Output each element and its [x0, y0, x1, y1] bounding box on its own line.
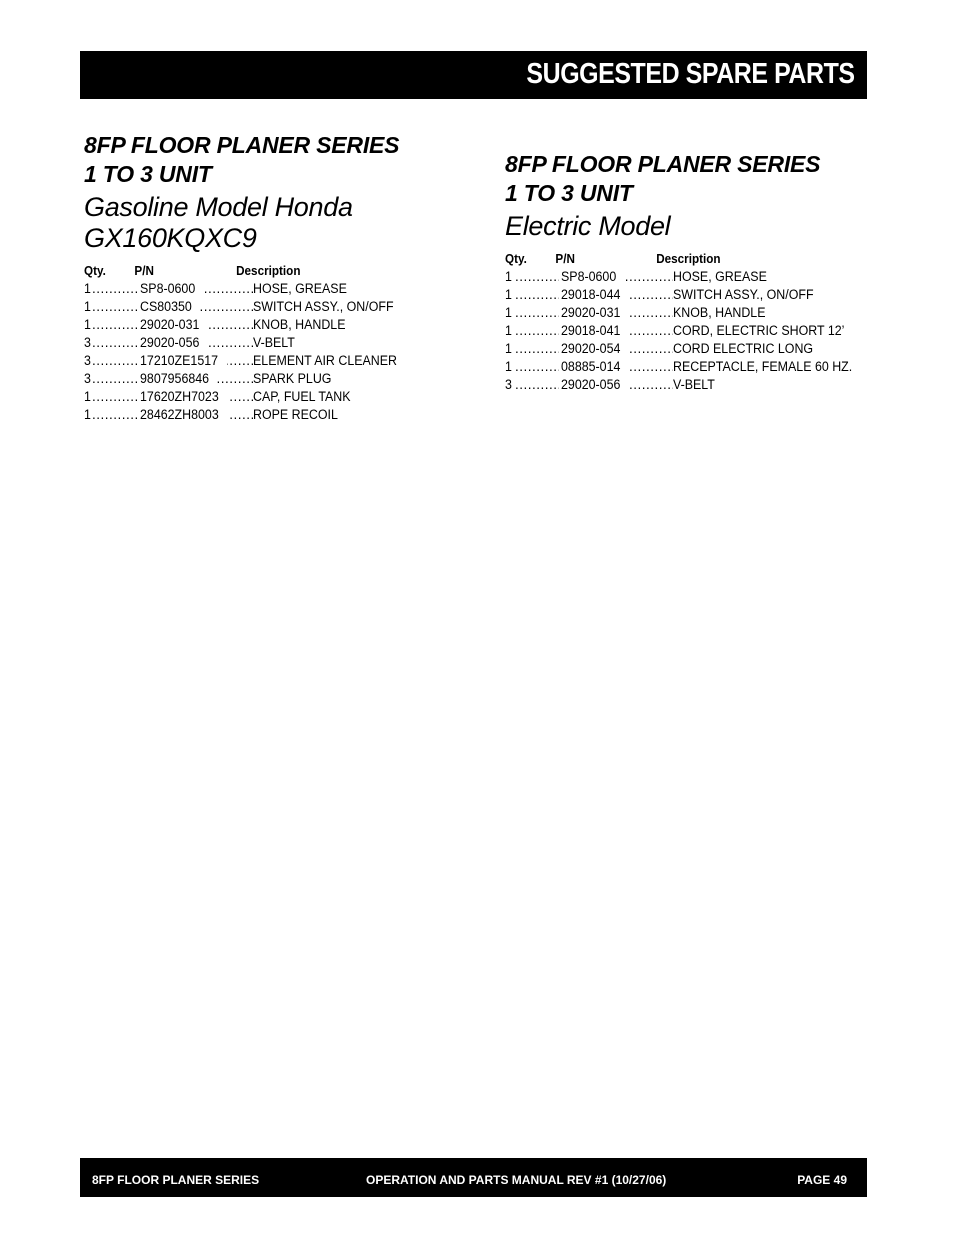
parts-row	[84, 388, 484, 406]
part-number	[561, 376, 628, 394]
part-description-text: RECEPTACLE, FEMALE 60 HZ.	[673, 359, 853, 374]
part-number-text: 29020-056	[140, 335, 200, 350]
model-title: Gasoline Model Honda GX160KQXC9	[84, 192, 353, 253]
part-number	[140, 352, 227, 370]
leader-dots	[515, 304, 559, 322]
leader-dots	[92, 352, 140, 370]
part-qty-text: 1	[84, 299, 91, 314]
part-number	[561, 358, 628, 376]
part-number	[140, 334, 207, 352]
leader-dots	[515, 358, 559, 376]
part-qty	[84, 406, 92, 424]
gasoline-parts-section	[84, 131, 484, 424]
part-qty-text: 1	[505, 359, 512, 374]
part-qty-text: 3	[84, 353, 91, 368]
part-number-text: CS80350	[140, 299, 192, 314]
footer-series: 8FP FLOOR PLANER SERIES	[92, 1173, 260, 1187]
parts-row	[84, 298, 484, 316]
part-number-text: SP8-0600	[140, 281, 196, 296]
part-number	[561, 286, 628, 304]
parts-list	[84, 262, 484, 424]
part-description-text: V-BELT	[253, 335, 295, 350]
part-qty	[84, 298, 92, 316]
part-description-text: KNOB, HANDLE	[253, 317, 346, 332]
leader-dots	[92, 406, 140, 424]
parts-header-row	[505, 250, 865, 268]
part-description	[253, 352, 410, 370]
electric-parts-section	[505, 150, 905, 394]
part-qty	[505, 322, 513, 340]
leader-dots	[515, 376, 559, 394]
part-description	[253, 316, 354, 334]
part-qty-text: 1	[84, 317, 91, 332]
parts-row	[505, 322, 905, 340]
desc-header: Description	[656, 251, 721, 266]
parts-row	[84, 334, 484, 352]
part-qty-text: 3	[84, 371, 91, 386]
parts-row	[505, 340, 905, 358]
part-number	[140, 370, 217, 388]
parts-row	[505, 304, 905, 322]
part-qty-text: 1	[505, 305, 512, 320]
parts-row	[84, 280, 484, 298]
part-description	[253, 388, 359, 406]
part-number-text: 29018-041	[561, 323, 621, 338]
pn-header: P/N	[555, 251, 575, 266]
units-title: 1 TO 3 UNIT	[505, 180, 633, 206]
part-description	[673, 376, 719, 394]
part-description-text: CAP, FUEL TANK	[253, 389, 351, 404]
part-description	[673, 322, 859, 340]
part-qty	[84, 388, 92, 406]
part-description-text: HOSE, GREASE	[673, 269, 767, 284]
qty-header: Qty.	[505, 251, 527, 266]
leader-dots	[515, 340, 559, 358]
part-number-text: 9807956846	[140, 371, 210, 386]
parts-row	[84, 352, 484, 370]
header-bar	[80, 51, 867, 99]
page-title: SUGGESTED SPARE PARTS	[526, 58, 855, 90]
part-qty	[505, 376, 513, 394]
parts-row	[505, 376, 905, 394]
leader-dots	[92, 388, 140, 406]
part-qty	[505, 268, 513, 286]
leader-dots	[92, 298, 140, 316]
part-number-text: 29020-054	[561, 341, 621, 356]
leader-dots	[92, 334, 140, 352]
leader-dots	[92, 280, 140, 298]
leader-dots	[515, 268, 559, 286]
parts-row	[505, 268, 905, 286]
part-number-text: 28462ZH8003	[140, 407, 219, 422]
footer-manual-rev: OPERATION AND PARTS MANUAL REV #1 (10/27/06)	[366, 1173, 667, 1187]
part-description	[673, 340, 825, 358]
part-number-text: 29020-056	[561, 377, 621, 392]
part-description	[673, 358, 868, 376]
footer-bar	[80, 1158, 867, 1197]
parts-row	[84, 406, 484, 424]
part-qty-text: 1	[84, 389, 91, 404]
pn-header: P/N	[134, 263, 154, 278]
part-description	[673, 304, 774, 322]
part-number-text: SP8-0600	[561, 269, 617, 284]
part-qty	[84, 352, 92, 370]
model-title: Electric Model	[505, 211, 671, 241]
parts-row	[505, 286, 905, 304]
part-description	[253, 406, 345, 424]
series-title: 8FP FLOOR PLANER SERIES	[505, 151, 821, 177]
part-number	[140, 406, 228, 424]
part-description-text: V-BELT	[673, 377, 715, 392]
footer-page-number: PAGE 49	[797, 1173, 847, 1187]
part-qty	[505, 358, 513, 376]
part-description-text: SPARK PLUG	[253, 371, 332, 386]
part-number	[140, 298, 198, 316]
part-description-text: ROPE RECOIL	[253, 407, 338, 422]
part-qty-text: 1	[505, 323, 512, 338]
part-number	[561, 322, 628, 340]
parts-row	[505, 358, 905, 376]
part-description	[253, 280, 355, 298]
part-qty	[505, 286, 513, 304]
part-description	[673, 268, 775, 286]
part-number-text: 29020-031	[561, 305, 621, 320]
part-description-text: SWITCH ASSY., ON/OFF	[673, 287, 814, 302]
part-qty-text: 1	[505, 341, 512, 356]
parts-list	[505, 250, 905, 394]
part-number-text: 08885-014	[561, 359, 621, 374]
qty-header: Qty.	[84, 263, 106, 278]
leader-dots	[92, 316, 140, 334]
part-description	[253, 370, 338, 388]
part-number-text: 17620ZH7023	[140, 389, 219, 404]
part-description-text: CORD ELECTRIC LONG	[673, 341, 814, 356]
part-number	[561, 304, 628, 322]
part-description-text: KNOB, HANDLE	[673, 305, 766, 320]
desc-header: Description	[236, 263, 301, 278]
part-number-text: 17210ZE1517	[140, 353, 219, 368]
part-qty	[84, 370, 92, 388]
part-qty	[505, 304, 513, 322]
part-qty-text: 3	[505, 377, 512, 392]
part-description-text: CORD, ELECTRIC SHORT 12’	[673, 323, 845, 338]
part-description	[253, 298, 406, 316]
leader-dots	[515, 286, 559, 304]
part-number	[561, 340, 628, 358]
parts-row	[84, 316, 484, 334]
part-qty	[84, 280, 92, 298]
part-description	[673, 286, 826, 304]
leader-dots	[92, 370, 140, 388]
leader-dots	[515, 322, 559, 340]
part-qty-text: 3	[84, 335, 91, 350]
part-number-text: 29018-044	[561, 287, 621, 302]
units-title: 1 TO 3 UNIT	[84, 161, 212, 187]
part-qty	[505, 340, 513, 358]
series-title: 8FP FLOOR PLANER SERIES	[84, 132, 400, 158]
part-qty-text: 1	[84, 407, 91, 422]
part-number	[140, 280, 202, 298]
part-qty	[84, 334, 92, 352]
part-number	[140, 316, 207, 334]
part-qty	[84, 316, 92, 334]
part-number-text: 29020-031	[140, 317, 200, 332]
parts-header-row	[84, 262, 444, 280]
part-description-text: ELEMENT AIR CLEANER	[253, 353, 398, 368]
part-number	[140, 388, 228, 406]
parts-row	[84, 370, 484, 388]
part-qty-text: 1	[505, 287, 512, 302]
part-qty-text: 1	[505, 269, 512, 284]
part-number	[561, 268, 623, 286]
part-description-text: SWITCH ASSY., ON/OFF	[253, 299, 394, 314]
part-description-text: HOSE, GREASE	[253, 281, 347, 296]
part-description	[253, 334, 299, 352]
part-qty-text: 1	[84, 281, 91, 296]
